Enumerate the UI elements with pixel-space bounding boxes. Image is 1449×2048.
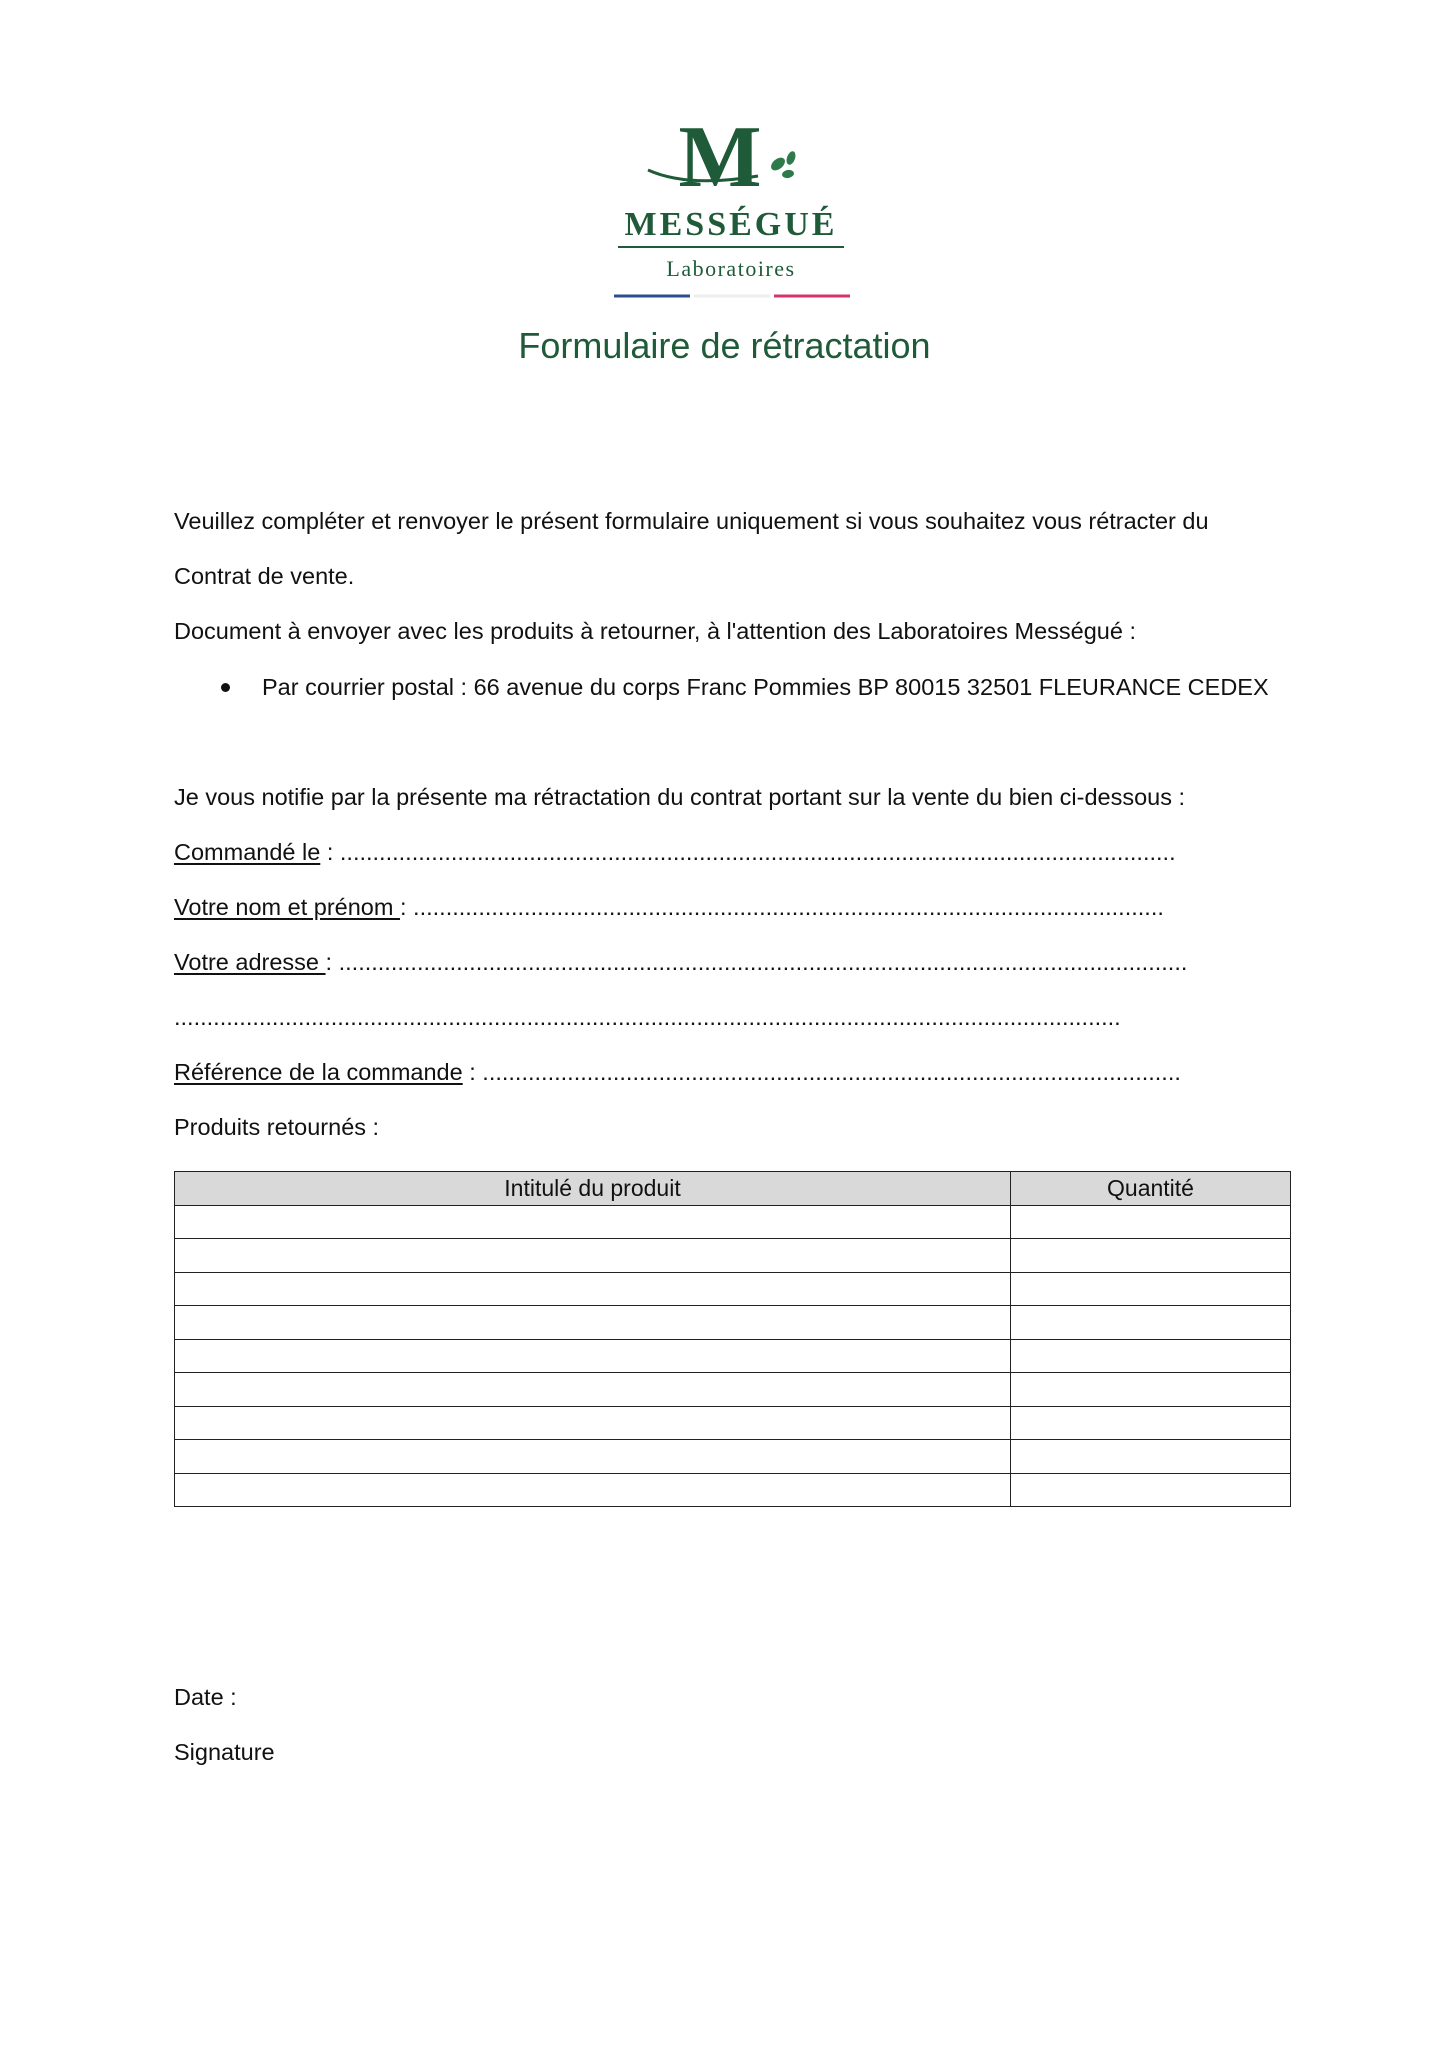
table-row xyxy=(175,1473,1291,1507)
table-row xyxy=(175,1339,1291,1373)
date-label: Date : xyxy=(174,1684,237,1710)
table-header-row xyxy=(175,1172,1291,1206)
table-row xyxy=(175,1205,1291,1239)
leaf-icon xyxy=(781,169,794,179)
table-row xyxy=(175,1373,1291,1407)
product-cell[interactable] xyxy=(175,1373,1011,1407)
signature-label: Signature xyxy=(174,1739,275,1765)
intro-line-1: Veuillez compléter et renvoyer le présent formulaire uniquement si vous souhaitez vous rétracter du xyxy=(174,508,1209,534)
bullet-icon xyxy=(221,683,230,692)
intro-line-3: Document à envoyer avec les produits à retourner, à l'attention des Laboratoires Mességué : xyxy=(174,618,1137,644)
product-cell[interactable] xyxy=(175,1205,1011,1239)
logo-monogram: M xyxy=(678,112,762,206)
table-row xyxy=(175,1239,1291,1273)
quantity-cell[interactable] xyxy=(1011,1473,1291,1507)
logo-graphic xyxy=(608,112,854,308)
products-table xyxy=(174,1171,1291,1507)
postal-address: Par courrier postal : 66 avenue du corps Franc Pommies BP 80015 32501 FLEURANCE CEDEX xyxy=(262,674,1269,700)
logo-brand-name: MESSÉGUÉ xyxy=(624,206,838,243)
page-title: Formulaire de rétractation xyxy=(518,325,931,366)
quantity-cell[interactable] xyxy=(1011,1339,1291,1373)
product-cell[interactable] xyxy=(175,1239,1011,1273)
ordered-date-field[interactable] xyxy=(174,839,1176,866)
brand-logo xyxy=(608,112,854,308)
name-label: Votre nom et prénom xyxy=(174,894,400,920)
quantity-cell[interactable] xyxy=(1011,1373,1291,1407)
table-row xyxy=(175,1440,1291,1474)
ordered-date-label: Commandé le xyxy=(174,839,321,865)
quantity-cell[interactable] xyxy=(1011,1306,1291,1340)
product-cell[interactable] xyxy=(175,1440,1011,1474)
address-field[interactable] xyxy=(174,949,1187,976)
product-cell[interactable] xyxy=(175,1406,1011,1440)
column-header-product: Intitulé du produit xyxy=(175,1172,1011,1206)
product-cell[interactable] xyxy=(175,1272,1011,1306)
quantity-cell[interactable] xyxy=(1011,1406,1291,1440)
name-line: : ................................................................................................................... xyxy=(399,894,1164,920)
notification-text: Je vous notifie par la présente ma rétractation du contrat portant sur la vente du bien ci-dessous : xyxy=(174,784,1186,810)
order-reference-line: : ........................................................................................................... xyxy=(462,1059,1181,1085)
quantity-cell[interactable] xyxy=(1011,1205,1291,1239)
table-row xyxy=(175,1272,1291,1306)
address-label: Votre adresse xyxy=(174,949,326,975)
order-reference-label: Référence de la commande xyxy=(174,1059,463,1085)
address-line: : .................................................................................................................................. xyxy=(325,949,1188,975)
table-row xyxy=(175,1306,1291,1340)
leaf-icon xyxy=(769,155,788,173)
product-cell[interactable] xyxy=(175,1473,1011,1507)
quantity-cell[interactable] xyxy=(1011,1440,1291,1474)
address-line-2[interactable]: ................................................................................................................................................. xyxy=(174,1004,1121,1030)
quantity-cell[interactable] xyxy=(1011,1239,1291,1273)
product-cell[interactable] xyxy=(175,1306,1011,1340)
logo-subtitle: Laboratoires xyxy=(666,256,796,281)
quantity-cell[interactable] xyxy=(1011,1272,1291,1306)
ordered-date-line: : ................................................................................................................................ xyxy=(320,839,1176,865)
products-label: Produits retournés : xyxy=(174,1114,380,1140)
leaf-icon xyxy=(785,150,797,166)
column-header-quantity: Quantité xyxy=(1011,1172,1291,1206)
table-row xyxy=(175,1406,1291,1440)
product-cell[interactable] xyxy=(175,1339,1011,1373)
intro-line-2: Contrat de vente. xyxy=(174,563,355,589)
order-reference-field[interactable] xyxy=(174,1059,1181,1086)
name-field[interactable] xyxy=(174,894,1164,921)
